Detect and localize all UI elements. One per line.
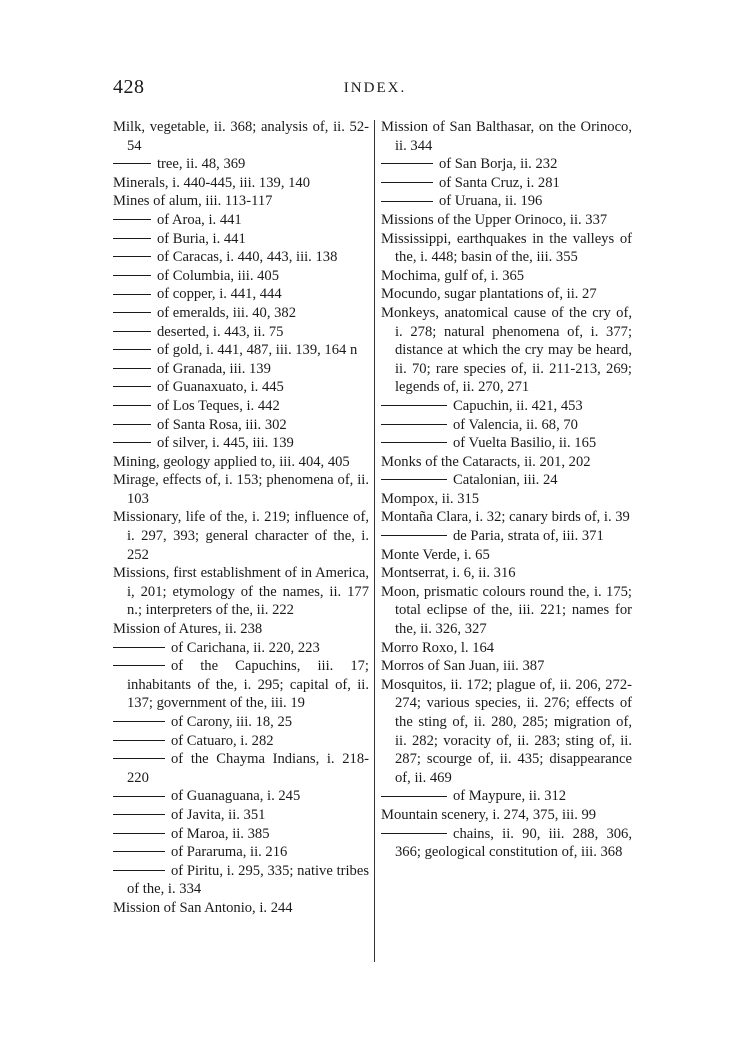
index-entry [381,267,632,286]
ditto-dash [113,796,165,797]
index-entry [381,564,632,583]
index-entry [381,285,632,304]
index-entry [113,248,369,267]
index-entry-text: of gold, i. 441, 487, iii. 139, 164 n [157,342,358,359]
ditto-dash [113,368,151,369]
ditto-dash [113,349,151,350]
index-entry [113,155,369,174]
index-entry [113,508,369,564]
index-entry-text: of Carichana, ii. 220, 223 [171,639,320,656]
index-entry [113,732,369,751]
index-entry-text: of Aroa, i. 441 [157,211,242,228]
index-entry-text: of Columbia, iii. 405 [157,267,280,284]
index-entry-text: of Granada, iii. 139 [157,360,271,377]
ditto-dash [381,182,433,183]
index-entry [113,304,369,323]
index-entry [381,230,632,267]
index-entry-text: of Los Teques, i. 442 [157,397,280,414]
index-entry-text: of the Chayma Indians, i. 218-220 [127,751,369,786]
index-entry-text: of Guanaguana, i. 245 [171,788,301,805]
ditto-dash [381,796,447,797]
index-entry-text: of Carony, iii. 18, 25 [171,714,293,730]
index-entry [381,397,632,416]
index-entry [381,676,632,788]
index-entry-text: of Santa Rosa, iii. 302 [157,416,287,433]
index-entry [381,192,632,211]
index-entry-text: of copper, i. 441, 444 [157,286,282,303]
ditto-dash [113,647,165,648]
index-entry [381,471,632,490]
index-entry [113,657,369,713]
ditto-dash [113,275,151,276]
ditto-dash [113,424,151,425]
index-entry-text: Mirage, effects of, i. 153; phenomena of, ii. 103 [113,472,369,507]
index-entry [381,546,632,565]
index-entry [381,490,632,509]
ditto-dash [113,758,165,759]
index-entry-text: of emeralds, iii. 40, 382 [157,304,297,321]
index-entry-text: Mines of alum, iii. 113-117 [113,193,273,210]
column-divider [374,120,375,962]
index-entry [113,471,369,508]
ditto-dash [113,833,165,834]
index-entry-text: Missions of the Upper Orinoco, ii. 337 [381,211,608,228]
index-entry [381,508,632,527]
index-entry-text: Missionary, life of the, i. 219; influence of, i. 297, 393; general character of the, i. 252 [113,509,369,563]
index-entry-text: Monkeys, anatomical cause of the cry of, i. 278; natural phenomena of, i. 377; distance at which the cry may be heard, ii. 70; rare species of, ii. 211-213, 269; legends of, ii. 270, 271 [381,304,632,396]
index-entry-text: of Uruana, ii. 196 [439,193,543,210]
index-entry [381,155,632,174]
index-column-left [113,118,369,918]
ditto-dash [113,740,165,741]
ditto-dash [113,870,165,871]
index-entry [113,862,369,899]
index-entry-text: of San Borja, ii. 232 [439,156,558,173]
ditto-dash [113,331,151,332]
index-entry-text: Monte Verde, i. 65 [381,546,490,563]
index-entry-text: Montaña Clara, i. 32; canary birds of, i. 39 [381,509,630,526]
ditto-dash [113,219,151,220]
index-entry-text: Moon, prismatic colours round the, i. 175; total eclipse of the, iii. 221; names for the, ii. 326, 327 [381,583,632,638]
index-entry [113,639,369,658]
index-entry [381,806,632,825]
index-entry [113,230,369,249]
index-entry-text: de Paria, strata of, iii. 371 [453,528,604,545]
index-entry-text: Monks of the Cataracts, ii. 201, 202 [381,453,591,470]
index-entry [113,323,369,342]
page-number: 428 [113,76,145,98]
index-entry-text: of silver, i. 445, iii. 139 [157,435,294,452]
index-entry [113,341,369,360]
index-entry [113,434,369,453]
index-entry [381,118,632,155]
ditto-dash [381,833,447,834]
index-entry-text: Mompox, ii. 315 [381,490,480,507]
index-entry-text: of Guanaxuato, i. 445 [157,379,284,396]
ditto-dash [381,479,447,480]
index-entry-text: tree, ii. 48, 369 [157,156,246,173]
index-entry [113,564,369,620]
index-entry-text: Mississippi, earthquakes in the valleys of the, i. 448; basin of the, iii. 355 [381,230,632,266]
index-entry [113,174,369,193]
index-entry-text: Mountain scenery, i. 274, 375, iii. 99 [381,806,597,823]
ditto-dash [381,424,447,425]
ditto-dash [113,163,151,164]
ditto-dash [113,814,165,815]
index-entry-text: of Piritu, i. 295, 335; native tribes of the, i. 334 [127,862,369,898]
index-entry-text: of the Capuchins, iii. 17; inhabitants of the, i. 295; capital of, ii. 137; government of the, iii. 19 [127,658,369,712]
running-head: INDEX. [343,80,407,96]
index-entry [381,639,632,658]
ditto-dash [113,405,151,406]
index-entry [113,750,369,787]
index-entry-text: of Caracas, i. 440, 443, iii. 138 [157,249,338,266]
index-entry [381,434,632,453]
index-entry [113,416,369,435]
index-entry-text: Milk, vegetable, ii. 368; analysis of, ii. 52-54 [113,119,369,154]
index-entry-text: Morro Roxo, l. 164 [381,639,495,656]
index-entry [381,211,632,230]
index-entry-text: of Santa Cruz, i. 281 [439,174,560,191]
ditto-dash [113,851,165,852]
index-entry-text: of Vuelta Basilio, ii. 165 [453,435,597,452]
index-entry-text: Mission of Atures, ii. 238 [113,621,263,638]
index-entry [113,899,369,918]
index-entry-text: of Valencia, ii. 68, 70 [453,416,578,433]
index-entry [381,416,632,435]
index-entry-text: deserted, i. 443, ii. 75 [157,323,284,340]
index-entry [113,713,369,732]
index-entry [381,174,632,193]
index-entry-text: Mochima, gulf of, i. 365 [381,267,525,284]
index-entry [113,378,369,397]
index-entry [381,527,632,546]
index-entry-text: chains, ii. 90, iii. 288, 306, 366; geological constitution of, iii. 368 [395,825,632,861]
index-entry [113,620,369,639]
ditto-dash [381,201,433,202]
index-entry-text: of Buria, i. 441 [157,230,246,247]
index-entry-text: Catalonian, iii. 24 [453,472,558,489]
ditto-dash [381,163,433,164]
index-entry [381,583,632,639]
index-entry [113,285,369,304]
index-entry [113,397,369,416]
ditto-dash [113,721,165,722]
index-entry-text: of Maroa, ii. 385 [171,825,270,842]
index-entry [113,267,369,286]
index-entry [113,192,369,211]
index-entry [381,453,632,472]
index-entry-text: Mission of San Balthasar, on the Orinoco, ii. 344 [381,119,632,154]
index-entry-text: of Maypure, ii. 312 [453,788,567,805]
index-entry-text: Morros of San Juan, iii. 387 [381,658,545,675]
index-entry-text: of Pararuma, ii. 216 [171,844,288,861]
ditto-dash [113,256,151,257]
ditto-dash [113,442,151,443]
index-column-right [381,118,632,862]
index-entry [113,453,369,472]
index-entry-text: Missions, first establishment of in America, i, 201; etymology of the names, ii. 177 n.; interpreters of the, ii. 222 [113,565,369,619]
ditto-dash [113,665,165,666]
ditto-dash [381,442,447,443]
index-entry [113,843,369,862]
ditto-dash [381,535,447,536]
index-entry [381,787,632,806]
index-entry [113,806,369,825]
ditto-dash [113,294,151,295]
index-entry [113,787,369,806]
index-entry-text: Mining, geology applied to, iii. 404, 405 [113,453,350,470]
ditto-dash [113,386,151,387]
index-entry [113,360,369,379]
index-entry-text: Mission of San Antonio, i. 244 [113,899,293,916]
index-entry [113,211,369,230]
ditto-dash [113,312,151,313]
index-entry-text: Capuchin, ii. 421, 453 [453,397,583,414]
index-entry-text: of Catuaro, i. 282 [171,732,274,749]
index-entry-text: Montserrat, i. 6, ii. 316 [381,565,516,582]
index-entry-text: of Javita, ii. 351 [171,806,266,823]
index-entry [381,657,632,676]
index-entry [381,825,632,862]
ditto-dash [381,405,447,406]
ditto-dash [113,238,151,239]
index-entry-text: Mosquitos, ii. 172; plague of, ii. 206, 272-274; various species, ii. 276; effects of the sting of, ii. 280, 285; migration of, ii. 282; voracity of, ii. 283; sting of, ii. 287; scourge of, ii. 435; disappearance of, ii. 469 [381,676,632,786]
index-entry [113,825,369,844]
index-entry [113,118,369,155]
index-entry-text: Minerals, i. 440-445, iii. 139, 140 [113,174,311,191]
index-entry [381,304,632,397]
index-entry-text: Mocundo, sugar plantations of, ii. 27 [381,286,597,303]
